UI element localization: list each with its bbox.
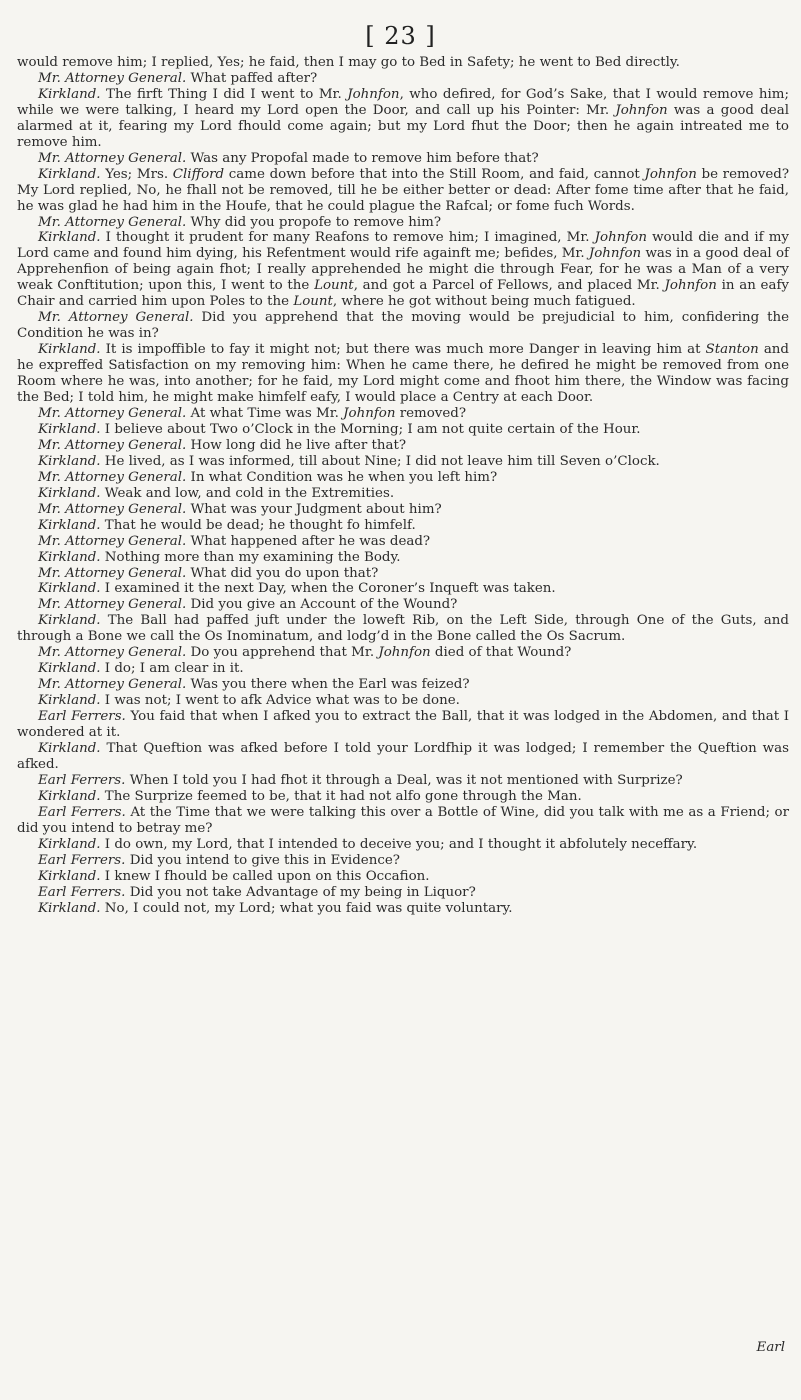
speaker-label: Kirkland. [38,581,101,597]
text-run: What did you do upon that? [186,565,379,581]
text-run: Did you not take Advantage of my being in Liquor? [125,884,476,900]
text-run: When I told you I had fhot it through a Deal, was it not mentioned with Surprize? [125,772,683,788]
speaker-label: Kirkland. [38,788,101,804]
speaker-label: Kirkland. [38,342,101,358]
speaker-label: Kirkland. [38,693,101,709]
text-run: The firft Thing I did I went to Mr. [100,86,348,102]
italic-name: Johnfon [343,405,396,421]
italic-name: Johnfon [615,102,668,118]
text-run: What was your Judgment about him? [186,501,442,517]
italic-name: Johnfon [378,645,431,661]
paragraph [17,534,789,550]
text-run: I examined it the next Day, when the Coroner’s Inqueft was taken. [100,581,556,597]
paragraph [17,613,789,645]
text-run: The Ball had paffed juft under the loweft Rib, on the Left Side, through One of the Guts, and through a Bone we call the Os Inominatum, and lodg’d in the Bone called the Os Sacrum. [17,613,789,645]
text-run: At what Time was Mr. [186,405,344,421]
paragraph [17,661,789,677]
paragraph [17,55,789,71]
paragraph [17,566,789,582]
speaker-label: Kirkland. [38,453,101,469]
paragraph [17,502,789,518]
text-run: Yes; Mrs. [100,166,173,182]
catchword: Earl [756,1340,785,1355]
paragraph [17,741,789,773]
speaker-label: Mr. Attorney General. [38,405,187,421]
text-run: would remove him; I replied, Yes; he faid, then I may go to Bed in Safety; he went to Bed directly. [17,55,680,70]
text-run: At the Time that we were talking this over a Bottle of Wine, did you talk with me as a Friend; or did you intend to betray me? [17,804,789,836]
paragraph [17,693,789,709]
speaker-label: Mr. Attorney General. [38,214,187,230]
italic-name: Lount [314,278,354,294]
text-run: What happened after he was dead? [186,533,431,549]
paragraph [17,486,789,502]
text-run: I knew I fhould be called upon on this Occafion. [100,868,430,884]
paragraph [17,677,789,693]
text-run: What paffed after? [186,70,318,86]
text-run: Nothing more than my examining the Body. [100,549,401,565]
page-number: [ 23 ] [365,22,436,50]
italic-name: Johnfon [347,86,400,102]
speaker-label: Kirkland. [38,900,101,916]
paragraph [17,406,789,422]
italic-name: Clifford [172,166,225,182]
text-run: Why did you propofe to remove him? [186,214,442,230]
text-run: He lived, as I was informed, till about Nine; I did not leave him till Seven o’Clock. [100,453,660,469]
speaker-label: Mr. Attorney General. [38,469,187,485]
speaker-label: Earl Ferrers. [38,709,126,725]
text-run: died of that Wound? [430,645,572,661]
paragraph [17,87,789,151]
text-run: In what Condition was he when you left him? [186,469,498,485]
speaker-label: Kirkland. [38,836,101,852]
speaker-label: Kirkland. [38,230,101,246]
speaker-label: Mr. Attorney General. [38,310,194,326]
text-run: Was you there when the Earl was feized? [186,677,470,693]
document-body [17,55,789,916]
paragraph [17,167,789,215]
speaker-label: Mr. Attorney General. [38,70,187,86]
italic-name: Stanton [705,342,759,358]
speaker-label: Mr. Attorney General. [38,533,187,549]
text-run: and he expreffed Satisfaction on my removing him: When he came there, he defired he might be removed from one Room where he was, into another; for he faid, my Lord might come and fhoot him there, the Window was facing the Bed; I told him, he might make himfelf eafy, I would place a Centry at each Door. [17,342,789,406]
italic-name: Johnfon [594,230,647,246]
text-run: How long did he live after that? [186,437,407,453]
speaker-label: Mr. Attorney General. [38,150,187,166]
text-run: be removed? My Lord replied, No, he fhall not be removed, till he be either better or dead: After fome time after that he faid, he was glad he had him in the Houfe, that he could plague the Rafcal; or fome fuch Words. [17,166,789,214]
text-run: I do own, my Lord, that I intended to deceive you; and I thought it abfolutely neceffary. [100,836,698,852]
speaker-label: Mr. Attorney General. [38,437,187,453]
paragraph [17,215,789,231]
paragraph [17,422,789,438]
text-run: You faid that when I afked you to extract the Ball, that it was lodged in the Abdomen, and that I wondered at it. [17,709,790,741]
speaker-label: Kirkland. [38,86,101,102]
paragraph [17,645,789,661]
text-run: was in a good deal of Apprehenfion of being again fhot; I really apprehended he might die through Fear, for he was a Man of a very weak Conftitution; upon this, I went to the [17,246,789,294]
paragraph [17,438,789,454]
paragraph [17,470,789,486]
speaker-label: Kirkland. [38,868,101,884]
paragraph [17,885,789,901]
speaker-label: Kirkland. [38,613,101,629]
italic-name: Lount [293,294,333,310]
italic-name: Johnfon [588,246,642,262]
speaker-label: Kirkland. [38,421,101,437]
paragraph [17,901,789,917]
text-run: I do; I am clear in it. [100,661,244,677]
italic-name: Johnfon [644,166,697,182]
text-run: No, I could not, my Lord; what you faid was quite voluntary. [100,900,513,916]
paragraph [17,151,789,167]
speaker-label: Kirkland. [38,485,101,501]
paragraph [17,230,789,310]
text-run: That Queftion was afked before I told your Lordfhip it was lodged; I remember the Queftion was afked. [17,740,789,772]
text-run: Did you intend to give this in Evidence? [125,852,400,868]
text-run: I thought it prudent for many Reafons to remove him; I imagined, Mr. [100,230,595,246]
paragraph [17,773,789,789]
text-run: Weak and low, and cold in the Extremities. [100,485,395,501]
paragraph [17,805,789,837]
speaker-label: Earl Ferrers. [38,884,126,900]
text-run: Do you apprehend that Mr. [186,645,379,661]
speaker-label: Mr. Attorney General. [38,565,187,581]
paragraph [17,837,789,853]
text-run: removed? [395,405,467,421]
paragraph [17,853,789,869]
text-run: , who defired, for God’s Sake, that I would remove him; while we were talking, I heard my Lord open the Door, and call up his Pointer: Mr. [17,86,789,118]
speaker-label: Mr. Attorney General. [38,645,187,661]
text-run: Did you apprehend that the moving would be prejudicial to him, confidering the Condition he was in? [17,310,790,342]
paragraph [17,581,789,597]
speaker-label: Kirkland. [38,166,101,182]
paragraph [17,342,789,406]
speaker-label: Mr. Attorney General. [38,501,187,517]
paragraph [17,71,789,87]
paragraph [17,518,789,534]
paragraph [17,550,789,566]
text-run: The Surprize feemed to be, that it had not alfo gone through the Man. [100,788,582,804]
text-run: It is impoffible to fay it might not; but there was much more Danger in leaving him at [100,342,706,358]
paragraph [17,597,789,613]
speaker-label: Mr. Attorney General. [38,677,187,693]
speaker-label: Kirkland. [38,549,101,565]
text-run: I believe about Two o’Clock in the Morning; I am not quite certain of the Hour. [100,421,641,437]
italic-name: Johnfon [664,278,717,294]
text-run: would die and if my Lord came and found him dying, his Refentment would rife againft me; befides, Mr. [17,230,789,262]
text-run: , where he got without being much fatigued. [332,294,636,310]
paragraph [17,869,789,885]
paragraph [17,310,789,342]
paragraph [17,709,789,741]
text-run: was a good deal alarmed at it, fearing my Lord fhould come again; but my Lord fhut the Door; then he again intreated me to remove him. [17,102,789,150]
text-run: That he would be dead; he thought fo himfelf. [100,517,416,533]
speaker-label: Earl Ferrers. [38,772,126,788]
paragraph [17,789,789,805]
speaker-label: Kirkland. [38,517,101,533]
text-run: Did you give an Account of the Wound? [186,597,458,613]
speaker-label: Earl Ferrers. [38,852,126,868]
paragraph [17,454,789,470]
speaker-label: Mr. Attorney General. [38,597,187,613]
text-run: in an eafy Chair and carried him upon Poles to the [17,278,789,310]
text-run: Was any Propofal made to remove him before that? [186,150,539,166]
speaker-label: Kirkland. [38,740,101,756]
speaker-label: Kirkland. [38,661,101,677]
speaker-label: Earl Ferrers. [38,804,126,820]
text-run: I was not; I went to afk Advice what was to be done. [100,693,460,709]
text-run: came down before that into the Still Room, and faid, cannot [224,166,645,182]
text-run: , and got a Parcel of Fellows, and placed Mr. [353,278,665,294]
